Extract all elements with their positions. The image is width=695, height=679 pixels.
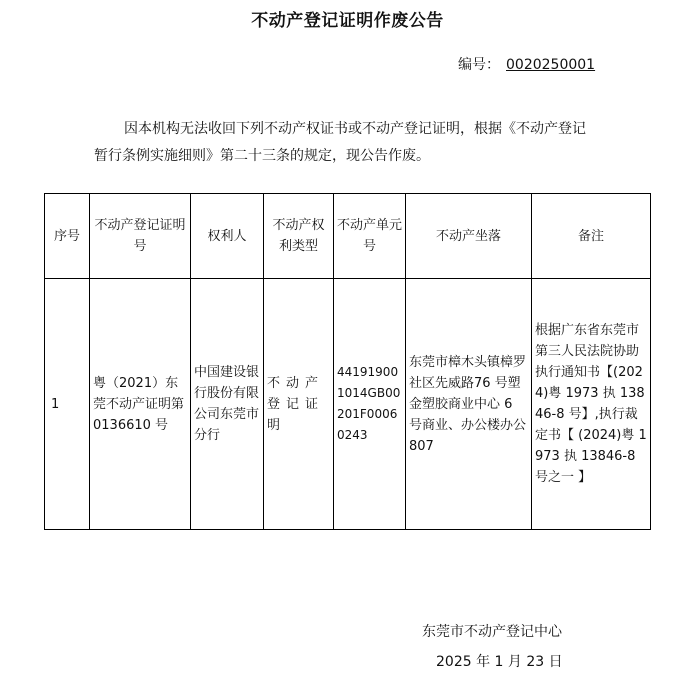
announcement-body (94, 116, 604, 170)
cell-remark: 根据广东省东莞市第三人民法院协助执行通知书【(2024)粤 1973 执 13846-8 号】,执行裁定书【 (2024)粤 1973 执 13846-8 号之一 】 (532, 279, 651, 530)
page-title: 不动产登记证明作废公告 (251, 11, 444, 31)
table-header-row (45, 194, 651, 279)
issue-date: 2025 年 1 月 23 日 (436, 654, 563, 670)
cell-holder: 中国建设银行股份有限公司东莞市分行 (191, 279, 264, 530)
void-certificate-table (44, 193, 651, 530)
header-holder: 权利人 (191, 194, 264, 279)
announcement-line-2: 暂行条例实施细则》第二十三条的规定，现公告作废。 (94, 148, 430, 164)
table-row (45, 279, 651, 530)
announcement-line-1: 因本机构无法收回下列不动产权证书或不动产登记证明，根据《不动产登记 (124, 121, 586, 137)
header-cert-no: 不动产登记证明号 (90, 194, 191, 279)
cell-seq: 1 (45, 279, 90, 530)
cell-unit-no: 441919001014GB00201F00060243 (334, 279, 406, 530)
document-number (458, 54, 599, 74)
document-number-label: 编号： (458, 57, 500, 73)
cell-cert-no: 粤（2021）东莞不动产证明第 0136610 号 (90, 279, 191, 530)
header-remark: 备注 (532, 194, 651, 279)
document-number-value: 0020250001 (506, 57, 596, 73)
cell-location: 东莞市樟木头镇樟罗社区先威路76 号塑金塑胶商业中心 6 号商业、办公楼办公 807 (406, 279, 532, 530)
header-seq: 序号 (45, 194, 90, 279)
header-location: 不动产坐落 (406, 194, 532, 279)
header-unit-no: 不动产单元号 (334, 194, 406, 279)
cell-right-type: 不动产登记证明 (264, 279, 334, 530)
issuing-organization: 东莞市不动产登记中心 (422, 624, 562, 640)
header-right-type: 不动产权利类型 (264, 194, 334, 279)
